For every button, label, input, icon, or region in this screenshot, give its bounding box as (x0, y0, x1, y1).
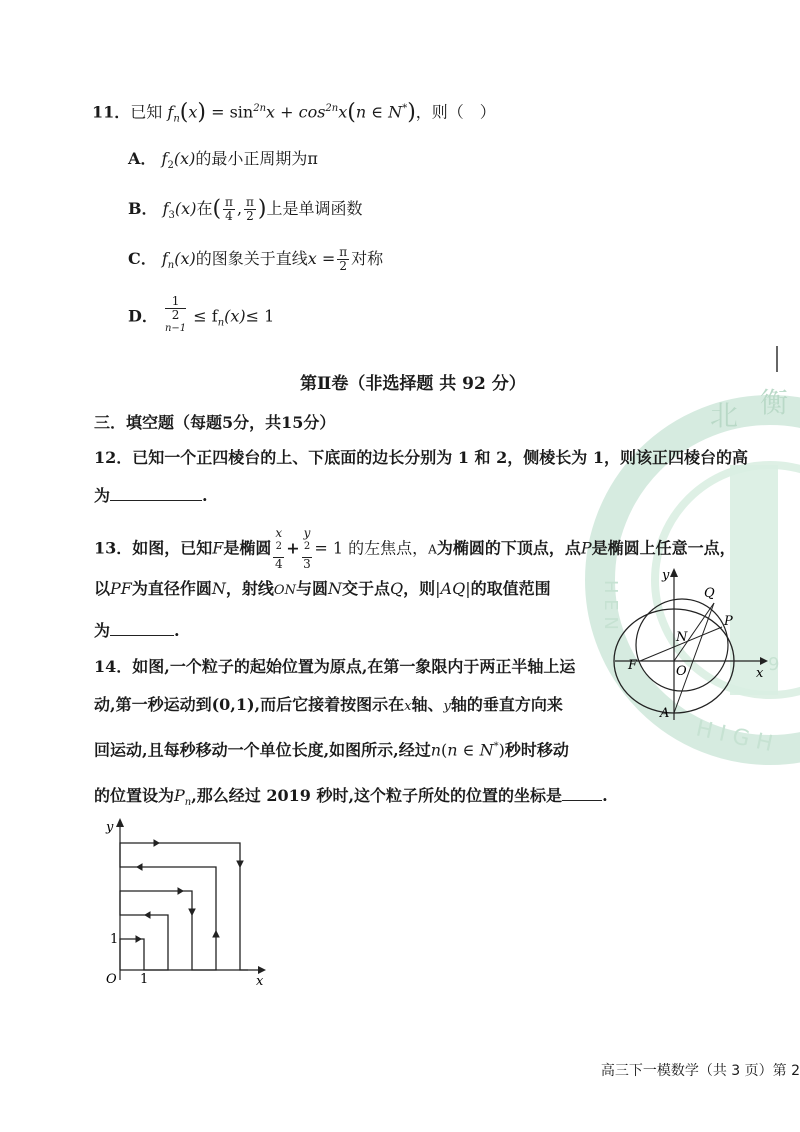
q14-answer-blank[interactable] (562, 800, 602, 801)
svg-text:O: O (676, 664, 687, 679)
q14-line1: 14．如图,一个粒子的起始位置为原点,在第一象限内于两正半轴上运 (94, 657, 576, 676)
q12-line2: 为 . (94, 486, 208, 505)
q12-answer-blank[interactable] (110, 500, 202, 501)
svg-text:y: y (106, 820, 114, 835)
fill-in-heading: 三．填空题（每题5分，共15分） (94, 413, 336, 432)
svg-text:1: 1 (110, 932, 119, 947)
q13-answer-blank[interactable] (110, 635, 174, 636)
svg-text:P: P (724, 614, 733, 629)
svg-text:N: N (676, 630, 688, 645)
q11-option-c: C． $f_n(x)$的图象关于直线x = $\frac{\pi}{2}$ 对称 (128, 245, 384, 273)
svg-text:1: 1 (140, 972, 149, 985)
q12-line1: 12．已知一个正四棱台的上、下底面的边长分别为 1 和 2，侧棱长为 1，则该正四棱台的高 (94, 448, 748, 467)
q14-line2: 动,第一秒运动到(0,1),而后它接着按图示在x轴、y轴的垂直方向来 (94, 695, 563, 714)
q13-line3: 为 . (94, 621, 180, 640)
q11-stem: 11．已知 $f_n(x) = \sin^{2n}x + \cos^{2n}x(n$ ∈ N*)，则（ ） (92, 99, 496, 125)
segment-aq (674, 603, 714, 713)
svg-text:H I G H: H I G H (693, 716, 775, 758)
section-title: 第Ⅱ卷（非选择题 共 92 分） (300, 374, 526, 394)
svg-text:x: x (256, 974, 264, 985)
q13-line1: 13．如图，已知F是椭圆 x $^2$ 4 + y $^2$ 3 = 1 的左焦点，A为椭圆的下顶点，点P是椭圆上任意一点， (94, 526, 736, 571)
edge-bar (776, 346, 778, 372)
svg-text:A: A (660, 706, 670, 721)
q14-line3: 回运动,且每秒移动一个单位长度,如图所示,经过n(n ∈ N*)秒时移动 (94, 740, 569, 760)
particle-path-figure (100, 815, 275, 985)
q11-option-b: B． $f_3(x)$在( $\frac{\pi}{4}$ , $\frac{\pi}{2}$ )上是单调函数 (128, 195, 363, 223)
svg-text:H E N: H E N (600, 580, 621, 630)
particle-path (120, 843, 248, 970)
svg-text:y: y (662, 568, 670, 583)
q11-option-a: A． $f_2(x)$的最小正周期为π (128, 149, 318, 172)
q14-line4: 的位置设为$P_n$,那么经过 2019 秒时,这个粒子所处的位置的坐标是 . (94, 786, 608, 809)
svg-text:O: O (106, 972, 117, 985)
svg-text:x: x (756, 666, 764, 681)
q11-option-d: D． 1 2 $^{n-1}$ ≤ $f_n(x)\le 1$ (128, 294, 275, 334)
svg-text:9: 9 (768, 654, 780, 675)
svg-text:北: 北 (710, 399, 739, 432)
svg-text:衡: 衡 (760, 386, 789, 419)
q13-line2: 以PF为直径作圆N，射线ON与圆N交于点Q，则|AQ|的取值范围 (94, 579, 551, 598)
direction-arrows (128, 840, 243, 945)
svg-text:Q: Q (704, 586, 715, 601)
page-footer: 高三下一模数学（共 3 页）第 2 (600, 1063, 800, 1079)
svg-text:F: F (628, 658, 638, 673)
ellipse-figure (610, 565, 770, 725)
